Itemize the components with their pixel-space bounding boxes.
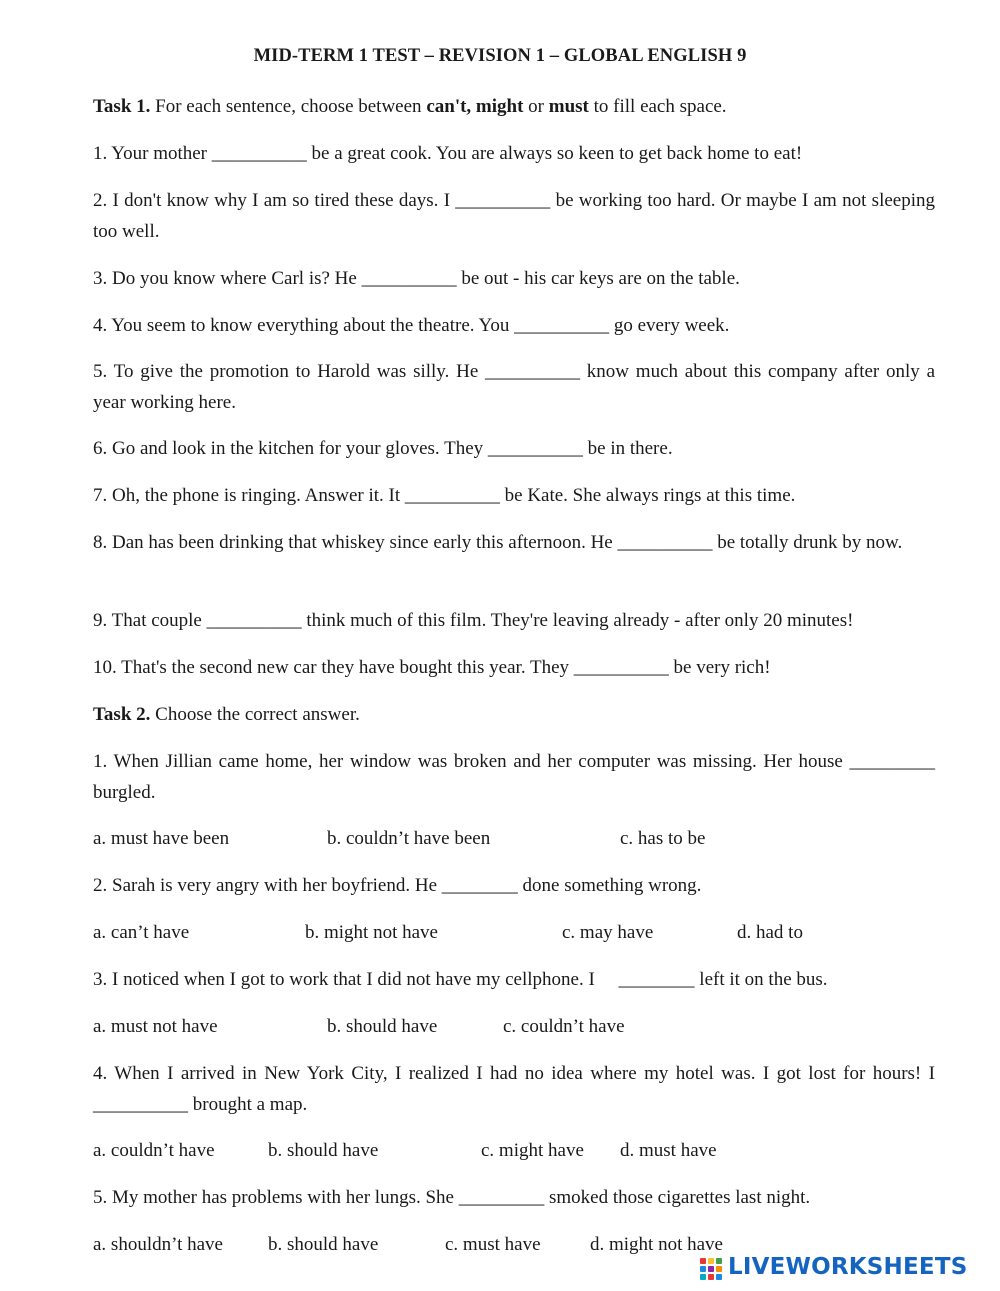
task2-q4-option-d[interactable]: d. must have xyxy=(620,1140,717,1161)
task2-instructions: Task 2. Choose the correct answer. xyxy=(93,704,360,725)
liveworksheets-logo[interactable] xyxy=(700,1256,998,1282)
task2-q5-option-c[interactable]: c. must have xyxy=(445,1234,541,1255)
liveworksheets-logo-icon xyxy=(700,1258,724,1280)
task2-q1-option-c[interactable]: c. has to be xyxy=(620,828,706,849)
task2-label: Task 2. xyxy=(93,704,151,725)
task2-question-5: 5. My mother has problems with her lungs. She _________ smoked those cigarettes last night. xyxy=(93,1187,811,1208)
task2-q2-option-b[interactable]: b. might not have xyxy=(305,922,438,943)
task1-question-7: 7. Oh, the phone is ringing. Answer it. It __________ be Kate. She always rings at this time. xyxy=(93,485,796,506)
task2-question-2: 2. Sarah is very angry with her boyfriend. He ________ done something wrong. xyxy=(93,875,702,896)
task1-question-4: 4. You seem to know everything about the theatre. You __________ go every week. xyxy=(93,315,730,336)
task1-question-5: 5. To give the promotion to Harold was silly. He __________ know much about this company after only a year working here. xyxy=(93,361,935,413)
task1-question-3: 3. Do you know where Carl is? He __________ be out - his car keys are on the table. xyxy=(93,268,740,289)
task1-question-2: 2. I don't know why I am so tired these days. I __________ be working too hard. Or maybe I am not sleeping too well. xyxy=(93,190,935,242)
task2-q1-option-b[interactable]: b. couldn’t have been xyxy=(327,828,491,849)
task2-q1-option-a[interactable]: a. must have been xyxy=(93,828,230,849)
task1-instructions: Task 1. For each sentence, choose between can't, might or must to fill each space. xyxy=(93,96,727,117)
task2-q4-option-a[interactable]: a. couldn’t have xyxy=(93,1140,215,1161)
task1-label: Task 1. xyxy=(93,96,151,117)
task2-question-4: 4. When I arrived in New York City, I realized I had no idea where my hotel was. I got lost for hours! I __________ brought a map. xyxy=(93,1063,935,1115)
task2-q3-option-c[interactable]: c. couldn’t have xyxy=(503,1016,625,1037)
task2-q2-option-a[interactable]: a. can’t have xyxy=(93,922,190,943)
logo-text: LIVEWORKSHEETS xyxy=(728,1254,968,1280)
task2-q3-option-b[interactable]: b. should have xyxy=(327,1016,438,1037)
task1-question-1: 1. Your mother __________ be a great cook. You are always so keen to get back home to eat! xyxy=(93,143,803,164)
task2-q4-option-c[interactable]: c. might have xyxy=(481,1140,584,1161)
task2-q4-option-b[interactable]: b. should have xyxy=(268,1140,379,1161)
task2-q2-option-c[interactable]: c. may have xyxy=(562,922,654,943)
task1-question-10: 10. That's the second new car they have bought this year. They __________ be very rich! xyxy=(93,657,771,678)
task1-question-8: 8. Dan has been drinking that whiskey since early this afternoon. He __________ be totally drunk by now. xyxy=(93,532,903,553)
task2-q3-option-a[interactable]: a. must not have xyxy=(93,1016,218,1037)
task2-q5-option-a[interactable]: a. shouldn’t have xyxy=(93,1234,223,1255)
task1-question-9: 9. That couple __________ think much of this film. They're leaving already - after only 20 minutes! xyxy=(93,610,854,631)
task2-q2-option-d[interactable]: d. had to xyxy=(737,922,803,943)
task2-q5-option-d[interactable]: d. might not have xyxy=(590,1234,723,1255)
page-title: MID-TERM 1 TEST – REVISION 1 – GLOBAL ENGLISH 9 xyxy=(253,46,747,66)
task2-q5-option-b[interactable]: b. should have xyxy=(268,1234,379,1255)
task2-question-1: 1. When Jillian came home, her window was broken and her computer was missing. Her house _________ burgled. xyxy=(93,751,935,803)
task2-question-3: 3. I noticed when I got to work that I did not have my cellphone. I ________ left it on the bus. xyxy=(93,969,828,990)
task1-question-6: 6. Go and look in the kitchen for your gloves. They __________ be in there. xyxy=(93,438,673,459)
